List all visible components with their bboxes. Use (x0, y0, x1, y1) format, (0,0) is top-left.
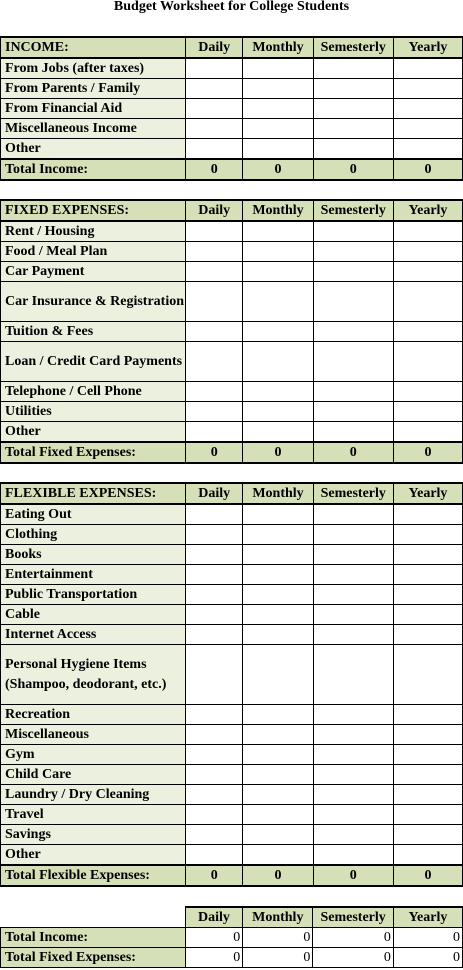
entry-cell-monthly[interactable] (243, 545, 313, 565)
entry-cell-yearly[interactable] (393, 402, 462, 422)
entry-cell-yearly[interactable] (393, 845, 462, 866)
entry-cell-yearly[interactable] (393, 322, 462, 342)
row-label: Eating Out (1, 504, 186, 525)
table-row (1, 119, 463, 139)
summary-row (1, 928, 463, 948)
total-value-monthly: 0 (243, 865, 313, 886)
row-label: From Parents / Family (1, 79, 186, 99)
entry-cell-semesterly[interactable] (313, 845, 393, 866)
table-row (1, 422, 463, 443)
summary-value-semesterly: 0 (313, 928, 394, 948)
entry-cell-yearly[interactable] (393, 585, 462, 605)
entry-cell-monthly[interactable] (243, 645, 313, 705)
summary-table (0, 906, 463, 968)
row-label: Gym (1, 745, 186, 765)
column-header-semesterly: Semesterly (313, 200, 393, 221)
entry-cell-monthly[interactable] (243, 262, 313, 282)
total-value-daily: 0 (186, 442, 243, 463)
row-label: Miscellaneous (1, 725, 186, 745)
entry-cell-daily[interactable] (186, 785, 243, 805)
entry-cell-daily[interactable] (186, 765, 243, 785)
entry-cell-daily[interactable] (186, 645, 243, 705)
total-value-monthly: 0 (243, 442, 313, 463)
row-label: Savings (1, 825, 186, 845)
summary-value-yearly: 0 (393, 928, 462, 948)
entry-cell-monthly[interactable] (243, 785, 313, 805)
entry-cell-monthly[interactable] (243, 585, 313, 605)
table-row (1, 745, 463, 765)
total-value-semesterly: 0 (313, 442, 393, 463)
table-row (1, 262, 463, 282)
summary-blank-cell (1, 907, 186, 928)
summary-row (1, 948, 463, 968)
table-row (1, 645, 463, 705)
entry-cell-semesterly[interactable] (313, 282, 393, 322)
table-row (1, 585, 463, 605)
table-row (1, 705, 463, 725)
row-label: Cable (1, 605, 186, 625)
entry-cell-monthly[interactable] (243, 58, 313, 79)
entry-cell-yearly[interactable] (393, 119, 462, 139)
entry-cell-yearly[interactable] (393, 282, 462, 322)
entry-cell-semesterly[interactable] (313, 99, 393, 119)
entry-cell-monthly[interactable] (243, 705, 313, 725)
column-header-yearly: Yearly (393, 200, 462, 221)
worksheet-title: Budget Worksheet for College Students (113, 0, 350, 14)
entry-cell-monthly[interactable] (243, 605, 313, 625)
column-header-daily: Daily (186, 483, 243, 504)
entry-cell-daily[interactable] (186, 745, 243, 765)
entry-cell-semesterly[interactable] (313, 725, 393, 745)
entry-cell-yearly[interactable] (393, 221, 462, 242)
column-header-yearly: Yearly (393, 483, 462, 504)
column-header-monthly: Monthly (243, 37, 313, 58)
entry-cell-monthly[interactable] (243, 825, 313, 845)
column-header-yearly: Yearly (393, 37, 462, 58)
summary-column-header-monthly: Monthly (243, 907, 313, 928)
entry-cell-monthly[interactable] (243, 282, 313, 322)
table-row (1, 785, 463, 805)
summary-value-daily: 0 (185, 928, 243, 948)
entry-cell-monthly[interactable] (243, 79, 313, 99)
table-row (1, 58, 463, 79)
summary-header-row (1, 907, 463, 928)
entry-cell-yearly[interactable] (393, 342, 462, 382)
entry-cell-yearly[interactable] (393, 565, 462, 585)
entry-cell-yearly[interactable] (393, 139, 462, 160)
entry-cell-semesterly[interactable] (313, 705, 393, 725)
row-label: Rent / Housing (1, 221, 186, 242)
total-value-yearly: 0 (393, 865, 462, 886)
entry-cell-monthly[interactable] (243, 422, 313, 443)
entry-cell-daily[interactable] (186, 725, 243, 745)
entry-cell-yearly[interactable] (393, 705, 462, 725)
entry-cell-monthly[interactable] (243, 221, 313, 242)
entry-cell-yearly[interactable] (393, 525, 462, 545)
total-value-semesterly: 0 (313, 159, 393, 180)
entry-cell-daily[interactable] (186, 525, 243, 545)
table-row (1, 282, 463, 322)
entry-cell-daily[interactable] (186, 139, 243, 160)
entry-cell-monthly[interactable] (243, 765, 313, 785)
entry-cell-monthly[interactable] (243, 99, 313, 119)
entry-cell-daily[interactable] (186, 625, 243, 645)
entry-cell-monthly[interactable] (243, 119, 313, 139)
entry-cell-monthly[interactable] (243, 322, 313, 342)
summary-value-semesterly: 0 (313, 948, 394, 968)
total-value-daily: 0 (186, 865, 243, 886)
summary-column-header-semesterly: Semesterly (313, 907, 394, 928)
fixed-expenses-table (0, 199, 463, 464)
entry-cell-yearly[interactable] (393, 605, 462, 625)
column-header-semesterly: Semesterly (313, 37, 393, 58)
entry-cell-semesterly[interactable] (313, 402, 393, 422)
row-label: Entertainment (1, 565, 186, 585)
entry-cell-semesterly[interactable] (313, 545, 393, 565)
entry-cell-semesterly[interactable] (313, 322, 393, 342)
entry-cell-semesterly[interactable] (313, 262, 393, 282)
entry-cell-semesterly[interactable] (313, 242, 393, 262)
entry-cell-monthly[interactable] (243, 745, 313, 765)
entry-cell-yearly[interactable] (393, 99, 462, 119)
entry-cell-semesterly[interactable] (313, 342, 393, 382)
row-label: Laundry / Dry Cleaning (1, 785, 186, 805)
entry-cell-semesterly[interactable] (313, 785, 393, 805)
table-row (1, 565, 463, 585)
row-label: Car Payment (1, 262, 186, 282)
entry-cell-daily[interactable] (186, 79, 243, 99)
entry-cell-yearly[interactable] (393, 382, 462, 402)
row-label: Other (1, 845, 186, 866)
table-row (1, 805, 463, 825)
entry-cell-monthly[interactable] (243, 402, 313, 422)
row-label: Personal Hygiene Items (Shampoo, deodorant, etc.) (1, 645, 186, 705)
row-label: Loan / Credit Card Payments (1, 342, 186, 382)
entry-cell-daily[interactable] (186, 705, 243, 725)
row-label: Other (1, 422, 186, 443)
entry-cell-semesterly[interactable] (313, 139, 393, 160)
entry-cell-semesterly[interactable] (313, 504, 393, 525)
entry-cell-semesterly[interactable] (313, 58, 393, 79)
entry-cell-semesterly[interactable] (313, 79, 393, 99)
entry-cell-daily[interactable] (186, 605, 243, 625)
total-value-yearly: 0 (393, 442, 462, 463)
column-header-semesterly: Semesterly (313, 483, 393, 504)
entry-cell-monthly[interactable] (243, 625, 313, 645)
entry-cell-daily[interactable] (186, 262, 243, 282)
column-header-daily: Daily (186, 37, 243, 58)
entry-cell-daily[interactable] (186, 99, 243, 119)
entry-cell-daily[interactable] (186, 58, 243, 79)
entry-cell-daily[interactable] (186, 402, 243, 422)
entry-cell-monthly[interactable] (243, 504, 313, 525)
entry-cell-semesterly[interactable] (313, 585, 393, 605)
entry-cell-semesterly[interactable] (313, 119, 393, 139)
entry-cell-yearly[interactable] (393, 422, 462, 443)
fixed-total-row (1, 442, 463, 463)
row-label: Tuition & Fees (1, 322, 186, 342)
summary-value-daily: 0 (185, 948, 243, 968)
row-label: Public Transportation (1, 585, 186, 605)
row-label: Travel (1, 805, 186, 825)
entry-cell-yearly[interactable] (393, 625, 462, 645)
table-row (1, 242, 463, 262)
total-value-daily: 0 (186, 159, 243, 180)
entry-cell-semesterly[interactable] (313, 745, 393, 765)
total-value-yearly: 0 (393, 159, 462, 180)
entry-cell-daily[interactable] (186, 422, 243, 443)
income-section-header: INCOME: (1, 37, 186, 58)
entry-cell-daily[interactable] (186, 342, 243, 382)
table-row (1, 765, 463, 785)
summary-row-label: Total Income: (1, 928, 186, 948)
income-header-row (1, 37, 463, 58)
column-header-monthly: Monthly (243, 200, 313, 221)
table-row (1, 545, 463, 565)
entry-cell-yearly[interactable] (393, 725, 462, 745)
row-label: Telephone / Cell Phone (1, 382, 186, 402)
table-row (1, 402, 463, 422)
entry-cell-yearly[interactable] (393, 825, 462, 845)
entry-cell-semesterly[interactable] (313, 805, 393, 825)
entry-cell-yearly[interactable] (393, 745, 462, 765)
entry-cell-daily[interactable] (186, 221, 243, 242)
total-value-monthly: 0 (243, 159, 313, 180)
entry-cell-daily[interactable] (186, 119, 243, 139)
entry-cell-monthly[interactable] (243, 342, 313, 382)
row-label: From Financial Aid (1, 99, 186, 119)
column-header-monthly: Monthly (243, 483, 313, 504)
entry-cell-monthly[interactable] (243, 139, 313, 160)
entry-cell-yearly[interactable] (393, 785, 462, 805)
entry-cell-yearly[interactable] (393, 242, 462, 262)
entry-cell-daily[interactable] (186, 585, 243, 605)
table-row (1, 382, 463, 402)
flexible-expenses-table (0, 482, 463, 887)
entry-cell-daily[interactable] (186, 322, 243, 342)
entry-cell-yearly[interactable] (393, 262, 462, 282)
entry-cell-monthly[interactable] (243, 242, 313, 262)
entry-cell-semesterly[interactable] (313, 565, 393, 585)
income-table (0, 36, 463, 181)
entry-cell-monthly[interactable] (243, 565, 313, 585)
entry-cell-monthly[interactable] (243, 845, 313, 866)
table-row (1, 625, 463, 645)
row-label: Books (1, 545, 186, 565)
table-row (1, 825, 463, 845)
table-row (1, 525, 463, 545)
table-row (1, 221, 463, 242)
row-label: Recreation (1, 705, 186, 725)
entry-cell-monthly[interactable] (243, 382, 313, 402)
table-row (1, 725, 463, 745)
total-value-semesterly: 0 (313, 865, 393, 886)
table-row (1, 322, 463, 342)
entry-cell-semesterly[interactable] (313, 221, 393, 242)
entry-cell-daily[interactable] (186, 382, 243, 402)
flexible-section-header: FLEXIBLE EXPENSES: (1, 483, 186, 504)
entry-cell-daily[interactable] (186, 565, 243, 585)
fixed-section-header: FIXED EXPENSES: (1, 200, 186, 221)
fixed-header-row (1, 200, 463, 221)
entry-cell-semesterly[interactable] (313, 825, 393, 845)
row-label: Food / Meal Plan (1, 242, 186, 262)
income-total-row (1, 159, 463, 180)
entry-cell-yearly[interactable] (393, 79, 462, 99)
column-header-daily: Daily (186, 200, 243, 221)
summary-column-header-yearly: Yearly (393, 907, 462, 928)
entry-cell-semesterly[interactable] (313, 525, 393, 545)
summary-value-monthly: 0 (243, 928, 313, 948)
income-total-label: Total Income: (1, 159, 186, 180)
table-row (1, 342, 463, 382)
entry-cell-semesterly[interactable] (313, 605, 393, 625)
entry-cell-yearly[interactable] (393, 645, 462, 705)
row-label: Miscellaneous Income (1, 119, 186, 139)
table-row (1, 99, 463, 119)
summary-value-monthly: 0 (243, 948, 313, 968)
entry-cell-yearly[interactable] (393, 765, 462, 785)
table-row (1, 139, 463, 160)
entry-cell-yearly[interactable] (393, 58, 462, 79)
summary-row-label: Total Fixed Expenses: (1, 948, 186, 968)
entry-cell-daily[interactable] (186, 805, 243, 825)
entry-cell-daily[interactable] (186, 282, 243, 322)
summary-value-yearly: 0 (393, 948, 462, 968)
entry-cell-daily[interactable] (186, 545, 243, 565)
table-row (1, 504, 463, 525)
table-row (1, 605, 463, 625)
entry-cell-monthly[interactable] (243, 805, 313, 825)
entry-cell-daily[interactable] (186, 242, 243, 262)
entry-cell-semesterly[interactable] (313, 645, 393, 705)
flexible-total-label: Total Flexible Expenses: (1, 865, 186, 886)
row-label: Child Care (1, 765, 186, 785)
entry-cell-yearly[interactable] (393, 805, 462, 825)
summary-column-header-daily: Daily (185, 907, 243, 928)
row-label: Other (1, 139, 186, 160)
flexible-header-row (1, 483, 463, 504)
row-label: Utilities (1, 402, 186, 422)
entry-cell-daily[interactable] (186, 825, 243, 845)
entry-cell-semesterly[interactable] (313, 765, 393, 785)
row-label: Clothing (1, 525, 186, 545)
entry-cell-monthly[interactable] (243, 525, 313, 545)
table-row (1, 845, 463, 866)
table-row (1, 79, 463, 99)
entry-cell-monthly[interactable] (243, 725, 313, 745)
entry-cell-yearly[interactable] (393, 504, 462, 525)
entry-cell-semesterly[interactable] (313, 422, 393, 443)
entry-cell-daily[interactable] (186, 504, 243, 525)
entry-cell-daily[interactable] (186, 845, 243, 866)
entry-cell-yearly[interactable] (393, 545, 462, 565)
entry-cell-semesterly[interactable] (313, 625, 393, 645)
row-label: Internet Access (1, 625, 186, 645)
flexible-total-row (1, 865, 463, 886)
row-label: Car Insurance & Registration (1, 282, 186, 322)
fixed-total-label: Total Fixed Expenses: (1, 442, 186, 463)
entry-cell-semesterly[interactable] (313, 382, 393, 402)
row-label: From Jobs (after taxes) (1, 58, 186, 79)
